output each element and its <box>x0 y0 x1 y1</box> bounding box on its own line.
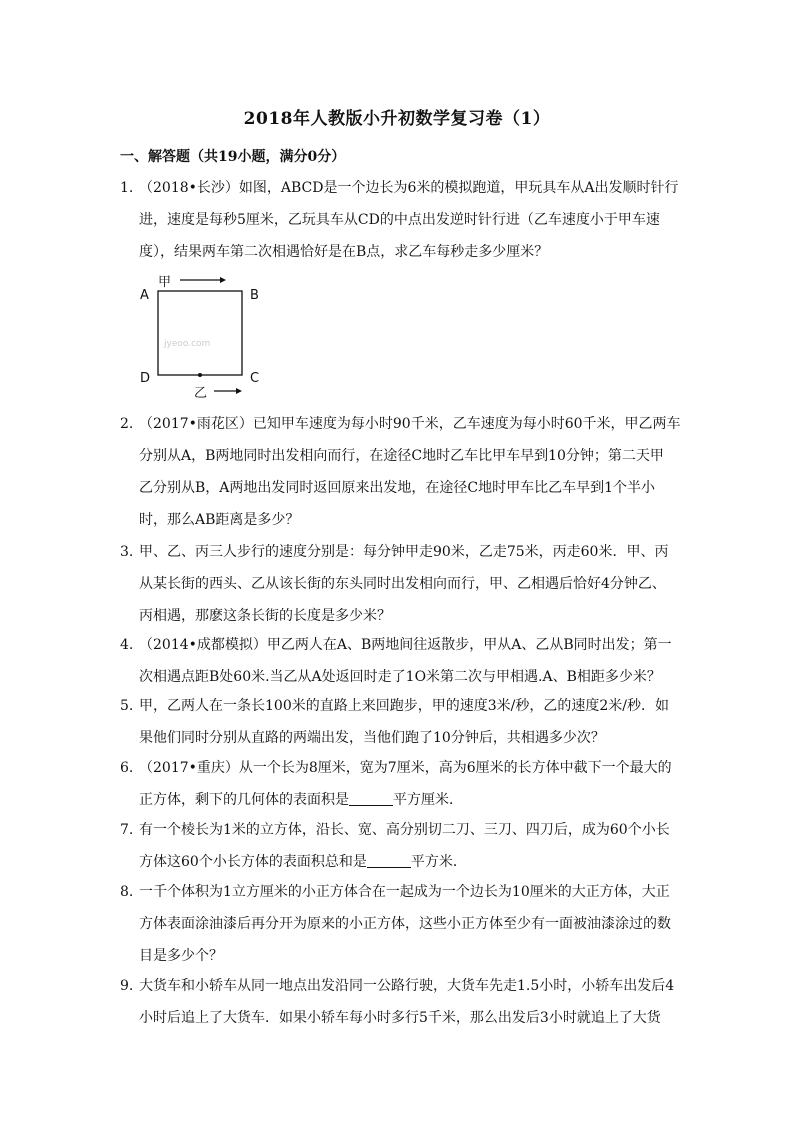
midpoint-dot <box>198 373 202 377</box>
question-number: 1. <box>120 180 134 196</box>
question-text: 目是多少个？ <box>139 948 223 964</box>
question-text: 小时后追上了大货车．如果小轿车每小时多行5千米，那么出发后3小时就追上了大货 <box>139 1010 661 1026</box>
arrow-head-bottom <box>236 388 242 394</box>
square-track <box>158 291 242 375</box>
question-text: 甲，乙两人在一条长100米的直路上来回跑步，甲的速度3米/秒，乙的速度2米/秒．如 <box>139 698 669 714</box>
question-3 <box>120 536 680 632</box>
question-number: 6. <box>120 760 134 776</box>
question-text: （2014•成都模拟）甲乙两人在A、B两地间往返散步，甲从A、乙从B同时出发；第一 <box>139 637 672 653</box>
question-text: 时，那么AB距离是多少？ <box>139 512 300 528</box>
figure-label-c: C <box>250 371 260 386</box>
figure-label-b: B <box>250 288 259 303</box>
question-text: 甲、乙、丙三人步行的速度分别是：每分钟甲走90米，乙走75米，丙走60米．甲、丙 <box>139 544 669 560</box>
page-title: 2018年人教版小升初数学复习卷（1） <box>243 109 551 129</box>
question-text: 度），结果两车第二次相遇恰好是在B点，求乙车每秒走多少厘米？ <box>139 244 549 260</box>
question-text: 大货车和小轿车从同一地点出发沿同一公路行驶，大货车先走1.5小时，小轿车出发后4 <box>139 978 675 994</box>
question-text: 方体这60个小长方体的表面积总和是 <box>139 854 367 870</box>
question-number: 4. <box>120 637 134 653</box>
figure-label-jia: 甲 <box>158 275 172 290</box>
question-text: （2017•雨花区）已知甲车速度为每小时90千米，乙车速度为每小时60千米，甲乙两车 <box>139 416 681 432</box>
question-5 <box>120 690 680 754</box>
question-text: 从某长街的西头、乙从该长街的东头同时出发相向而行，甲、乙相遇后恰好4分钟乙、 <box>139 576 666 592</box>
question-text: 分别从A，B两地同时出发相向而行，在途径C地时乙车比甲车早到10分钟；第二天甲 <box>139 448 664 464</box>
figure-label-d: D <box>140 371 151 386</box>
square-track-figure <box>134 266 274 402</box>
question-number: 8. <box>120 884 134 900</box>
question-text: 丙相遇，那麽这条长街的长度是多少米？ <box>139 608 391 624</box>
figure-label-yi: 乙 <box>194 386 208 401</box>
question-number: 5. <box>120 698 134 714</box>
question-1 <box>120 172 680 268</box>
question-text: 正方体，剩下的几何体的表面积是 <box>139 792 349 808</box>
question-2 <box>120 408 680 536</box>
figure-label-a: A <box>140 288 149 303</box>
question-text: 平方厘米． <box>393 792 463 808</box>
question-8 <box>120 876 680 972</box>
answer-blank[interactable] <box>367 853 411 868</box>
answer-blank[interactable] <box>349 791 393 806</box>
question-number: 7. <box>120 822 134 838</box>
question-text: （2017•重庆）从一个长为8厘米，宽为7厘米，高为6厘米的长方体中截下一个最大的 <box>139 760 672 776</box>
question-number: 9. <box>120 978 134 994</box>
question-7 <box>120 814 680 878</box>
question-text: 进，速度是每秒5厘米，乙玩具车从CD的中点出发逆时针行进（乙车速度小于甲车速 <box>139 212 660 228</box>
section-heading: 一、解答题（共19小题，满分0分） <box>120 149 346 165</box>
watermark: jyeoo.com <box>164 339 211 349</box>
question-text: 乙分别从B，A两地出发同时返回原来出发地，在途径C地时甲车比乙车早到1个半小 <box>139 480 656 496</box>
question-text: 果他们同时分别从直路的两端出发，当他们跑了10分钟后，共相遇多少次？ <box>139 730 605 746</box>
question-4 <box>120 629 680 693</box>
question-text: 平方米． <box>410 854 467 870</box>
question-text: 有一个棱长为1米的立方体，沿长、宽、高分别切二刀、三刀、四刀后，成为60个小长 <box>139 822 670 838</box>
question-number: 3. <box>120 544 134 560</box>
arrow-head-top <box>220 277 226 283</box>
question-text: （2018•长沙）如图，ABCD是一个边长为6米的模拟跑道，甲玩具车从A出发顺时针行 <box>139 180 679 196</box>
question-text: 方体表面涂油漆后再分开为原来的小正方体，这些小正方体至少有一面被油漆涂过的数 <box>139 916 671 932</box>
question-text: 次相遇点距B处60米.当乙从A处返回时走了1O米第二次与甲相遇.A、B相距多少米？ <box>139 669 661 685</box>
question-text: 一千个体积为1立方厘米的小正方体合在一起成为一个边长为10厘米的大正方体，大正 <box>139 884 670 900</box>
question-6 <box>120 752 680 816</box>
question-9 <box>120 970 680 1034</box>
question-number: 2. <box>120 416 134 432</box>
